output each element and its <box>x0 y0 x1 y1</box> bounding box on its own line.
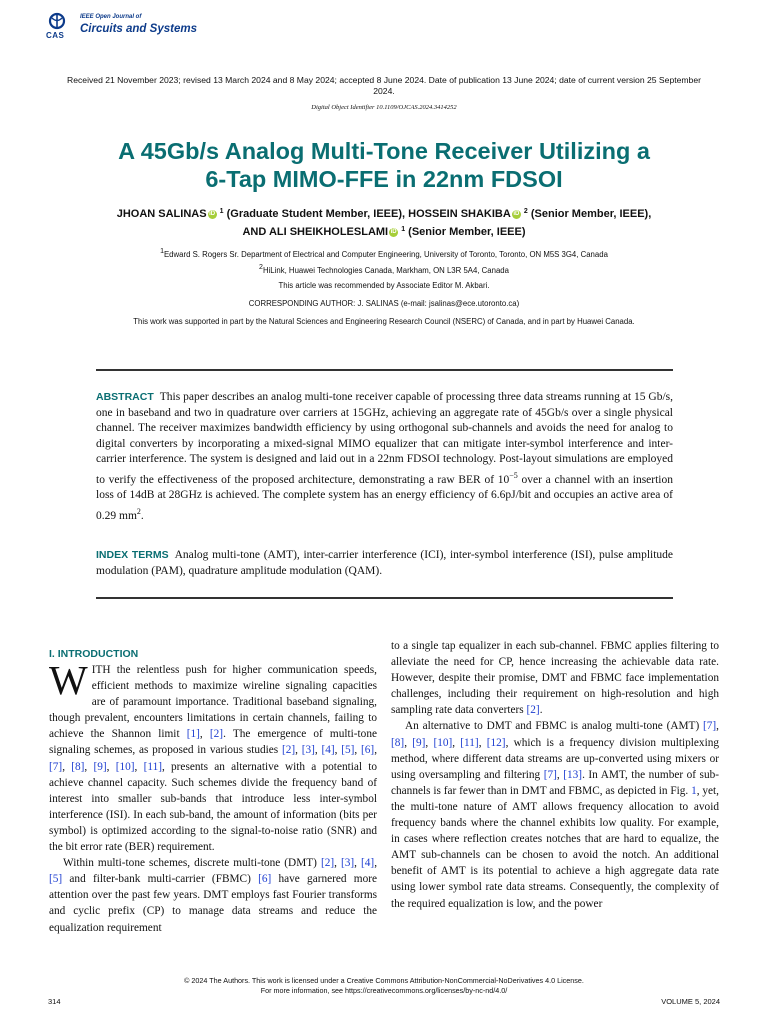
intro-text: and filter-bank multi-carrier (FBMC) <box>62 873 259 886</box>
citation-link[interactable]: [10] <box>115 760 135 773</box>
abstract-end: . <box>140 509 144 522</box>
citation-link[interactable]: [9] <box>93 760 107 773</box>
doi: Digital Object Identifier 10.1109/OJCAS.2024.3414252 <box>311 104 457 111</box>
paper-title <box>40 137 728 193</box>
citation-link[interactable]: [1] <box>186 728 200 741</box>
abstract-label: ABSTRACT <box>96 391 154 403</box>
intro-text: Within multi-tone schemes, discrete multi-tone (DMT) <box>63 857 321 870</box>
citation-link[interactable]: [5] <box>341 744 355 757</box>
intro-text: An alternative to DMT and FBMC is analog multi-tone (AMT) <box>405 720 703 733</box>
author-list <box>40 204 728 240</box>
affiliation-2 <box>40 264 728 275</box>
orcid-icon[interactable]: iD <box>209 211 216 217</box>
intro-text: . <box>539 704 543 717</box>
title-line-1: A 45Gb/s Analog Multi-Tone Receiver Utilizing a <box>118 138 650 164</box>
intro-paragraph-4: An alternative to DMT and FBMC is analog multi-tone (AMT) [7], [8], [9], [10], [11], [12], which is a frequency division multiplexing method, where different data streams are up-converted using mixers or using oversampling and filtering [7], [13]. In AMT, the number of sub-channels is far fewer than in DMT and FBMC, as depicted in Fig. 1, yet, the multi-tone nature of AMT allows frequency allocation to avoid frequency bands where the channel exhibits low quality. For example, in cases where reflection creates notches that are hard to equalize, the AMT sub-channels can be chosen to avoid the notch. An additional benefit of AMT is its potential to achieve a high aggregate data rate using lower symbol rate data streams. Consequently, the complexity of the required equalization is low, and the power <box>391 720 720 910</box>
author-name: HOSSEIN SHAKIBA <box>408 208 511 220</box>
abstract <box>96 390 673 524</box>
abstract-text-cont: over a channel with an insertion loss of 14dB at 28GHz is achieved. The complete system has an energy efficiency of 6.6pJ/bit and occupies an active area of 0.29 mm <box>96 473 673 522</box>
citation-link[interactable]: [11] <box>143 760 162 773</box>
license-notice <box>60 976 708 996</box>
area-exponent: 2 <box>136 506 141 516</box>
author-role: (Senior Member, IEEE), <box>530 208 652 220</box>
citation-link[interactable]: [13] <box>563 768 583 781</box>
citation-link[interactable]: [10] <box>433 736 453 749</box>
orcid-icon[interactable]: iD <box>513 211 520 217</box>
citation-link[interactable]: [4] <box>321 744 335 757</box>
title-line-2: 6-Tap MIMO-FFE in 22nm FDSOI <box>205 166 563 192</box>
author-name: JHOAN SALINAS <box>116 208 207 220</box>
citation-link[interactable]: [6] <box>258 873 272 886</box>
abstract-top-rule <box>96 369 673 371</box>
citation-link[interactable]: [2] <box>526 704 540 717</box>
author-affiliation-mark: 2 <box>523 208 528 215</box>
citation-link[interactable]: [2] <box>281 744 296 757</box>
author-affiliation-mark: 1 <box>401 226 406 233</box>
society-abbreviation: CAS <box>46 31 65 40</box>
citation-link[interactable]: [8] <box>71 760 85 773</box>
citation-link[interactable]: [4] <box>361 857 375 870</box>
citation-link[interactable]: [3] <box>340 857 355 870</box>
affiliation-number: 1 <box>160 248 164 255</box>
citation-link[interactable]: [7] <box>702 720 717 733</box>
intro-text: , yet, the multi-tone nature of AMT allows frequency allocation to avoid frequency bands where the channel exhibits low quality. For example, in cases where reflection creates notches that are hard to equalize, the AMT sub-channels can be chosen to avoid the notch. An additional benefit of AMT is its potential to achieve a high aggregate data rate using lower symbol rate data streams. Consequently, the complexity of the required equalization is low, and the power <box>391 784 719 910</box>
abstract-text: This paper describes an analog multi-tone receiver capable of processing three data streams running at 15 Gb/s, one in baseband and two in quadrature over carriers at 15GHz, achieving an aggregate rate of 45Gb/s over a single physical channel. The receiver maximizes bandwidth efficiency by using orthogonal sub-channels and avoids the need for analog to digital converters by incorporating a mixed-signal MIMO equalizer that can mitigate inter-symbol interference and inter-carrier interference. The system is designed and laid out in a 22nm FDSOI technology. Post-layout simulations are employed to verify the effectiveness of the proposed architecture, demonstrating a raw BER of 10 <box>96 391 673 486</box>
funding-note: This work was supported in part by the Natural Sciences and Engineering Research Council (NSERC) of Canada, and in part by Huawei Canada. <box>133 317 635 326</box>
left-column <box>49 646 377 936</box>
intro-paragraph-2: Within multi-tone schemes, discrete multi-tone (DMT) [2], [3], [4], [5] and filter-bank multi-carrier (FBMC) [6] have garnered more attention over the past few years. DMT employs fast Fourier transforms and cyclic prefix (CP) to manage data streams and reduce the equalization requirement <box>49 857 378 934</box>
citation-link[interactable]: [6] <box>361 744 375 757</box>
drop-cap: W <box>49 657 88 703</box>
intro-text: . The emergence of multi-tone signaling schemes, as proposed in various studies <box>49 728 377 757</box>
volume-info: VOLUME 5, 2024 <box>661 997 720 1006</box>
author-affiliation-mark: 1 <box>219 208 224 215</box>
index-terms <box>96 548 673 579</box>
citation-link[interactable]: [3] <box>301 744 315 757</box>
section-heading: I. INTRODUCTION <box>49 648 139 660</box>
intro-text: to a single tap equalizer in each sub-channel. FBMC applies filtering to alleviate the need for CP, hence increasing the achievable data rate. However, despite their promise, DMT and FBMC face implementation challenges, including their requirement on high-resolution and high sampling rate data converters <box>391 640 719 717</box>
index-terms-text: Analog multi-tone (AMT), inter-carrier interference (ICI), inter-symbol interference (ISI), pulse amplitude modulation (PAM), quadrature amplitude modulation (QAM). <box>96 549 674 577</box>
citation-link[interactable]: [7] <box>543 768 557 781</box>
citation-link[interactable]: [2] <box>209 728 224 741</box>
intro-text: , which is a frequency division multiplexing method, where different data streams are up-converted using mixers or using oversampling and filtering <box>391 736 720 781</box>
affiliation-number: 2 <box>259 264 263 271</box>
intro-text: ITH the relentless push for higher communication speeds, efficient methods to maximize wireline signaling capacities are of paramount importance. Traditional baseband signaling, though prevalent, encounters limitations in certain channels, failing to achieve the Shannon limit <box>49 664 377 741</box>
citation-link[interactable]: [12] <box>486 736 506 749</box>
abstract-bottom-rule <box>96 597 673 599</box>
citation-link[interactable]: [5] <box>49 873 63 886</box>
intro-text: . In AMT, the number of sub-channels is far fewer than in DMT and FBMC, as depicted in Fig. <box>391 768 719 797</box>
citation-link[interactable]: [8] <box>391 736 405 749</box>
intro-paragraph-3 <box>391 638 719 718</box>
recommended-by: This article was recommended by Associate Editor M. Akbari. <box>278 281 490 290</box>
corresponding-author: CORRESPONDING AUTHOR: J. SALINAS (e-mail: jsalinas@ece.utoronto.ca) <box>248 299 520 308</box>
affiliation-1 <box>40 248 728 259</box>
journal-name: Circuits and Systems <box>80 23 197 35</box>
author-role: (Senior Member, IEEE) <box>408 226 526 238</box>
orcid-icon[interactable]: iD <box>390 229 397 235</box>
figure-link[interactable]: 1 <box>691 784 697 797</box>
article-history: Received 21 November 2023; revised 13 March 2024 and 8 May 2024; accepted 8 June 2024. Date of publication 13 June 2024; date of current version 25 September 2024. <box>67 75 701 96</box>
license-line-1: © 2024 The Authors. This work is licensed under a Creative Commons Attribution-NonCommercial-NoDerivatives 4.0 License. <box>184 976 584 985</box>
author-name: AND ALI SHEIKHOLESLAMI <box>242 226 389 238</box>
license-line-2[interactable]: For more information, see https://creativecommons.org/licenses/by-nc-nd/4.0/ <box>260 986 508 995</box>
citation-link[interactable]: [11] <box>460 736 479 749</box>
intro-paragraph-1: WITH the relentless push for higher communication speeds, efficient methods to maximize wireline signaling capacities are of paramount importance. Traditional baseband signaling, though prevalent, encounters limitations in certain channels, failing to achieve the Shannon limit [1], [2]. The emergence of multi-tone signaling schemes, as proposed in various studies [2], [3], [4], [5], [6], [7], [8], [9], [10], [11], presents an alternative with a potential to achieve channel capacity. Such schemes divide the frequency band of interest into smaller sub-bands that introduce less inter-symbol interference (ISI). In each sub-band, the amount of information (bits per symbol) is optimized according to the signal-to-noise ratio (SNR) and the bit error rate (BER) requirement. <box>49 657 378 854</box>
right-column <box>391 638 719 912</box>
author-role: (Graduate Student Member, IEEE), <box>226 208 406 220</box>
citation-link[interactable]: [2] <box>320 857 335 870</box>
intro-text: , presents an alternative with a potential to achieve channel capacity. Such schemes divide the frequency band of interest into smaller sub-bands that introduce less inter-symbol interference (ISI). In each sub-band, the amount of information (bits per symbol) is optimized according to the signal-to-noise ratio (SNR) and the bit error rate (BER) requirement. <box>49 760 378 854</box>
ber-exponent: −5 <box>509 470 518 480</box>
citation-link[interactable]: [9] <box>412 736 426 749</box>
journal-kicker: IEEE Open Journal of <box>80 14 142 20</box>
citation-link[interactable]: [7] <box>49 760 63 773</box>
page-number: 314 <box>48 997 61 1006</box>
intro-text: have garnered more attention over the past few years. DMT employs fast Fourier transforms and cyclic prefix (CP) to manage data streams and reduce the equalization requirement <box>49 873 377 934</box>
index-terms-label: INDEX TERMS <box>96 549 169 561</box>
affiliation-text: HiLink, Huawei Technologies Canada, Markham, ON L3R 5A4, Canada <box>262 266 509 275</box>
affiliation-text: Edward S. Rogers Sr. Department of Electrical and Computer Engineering, University of Toronto, Toronto, ON M5S 3G4, Canada <box>163 250 608 259</box>
